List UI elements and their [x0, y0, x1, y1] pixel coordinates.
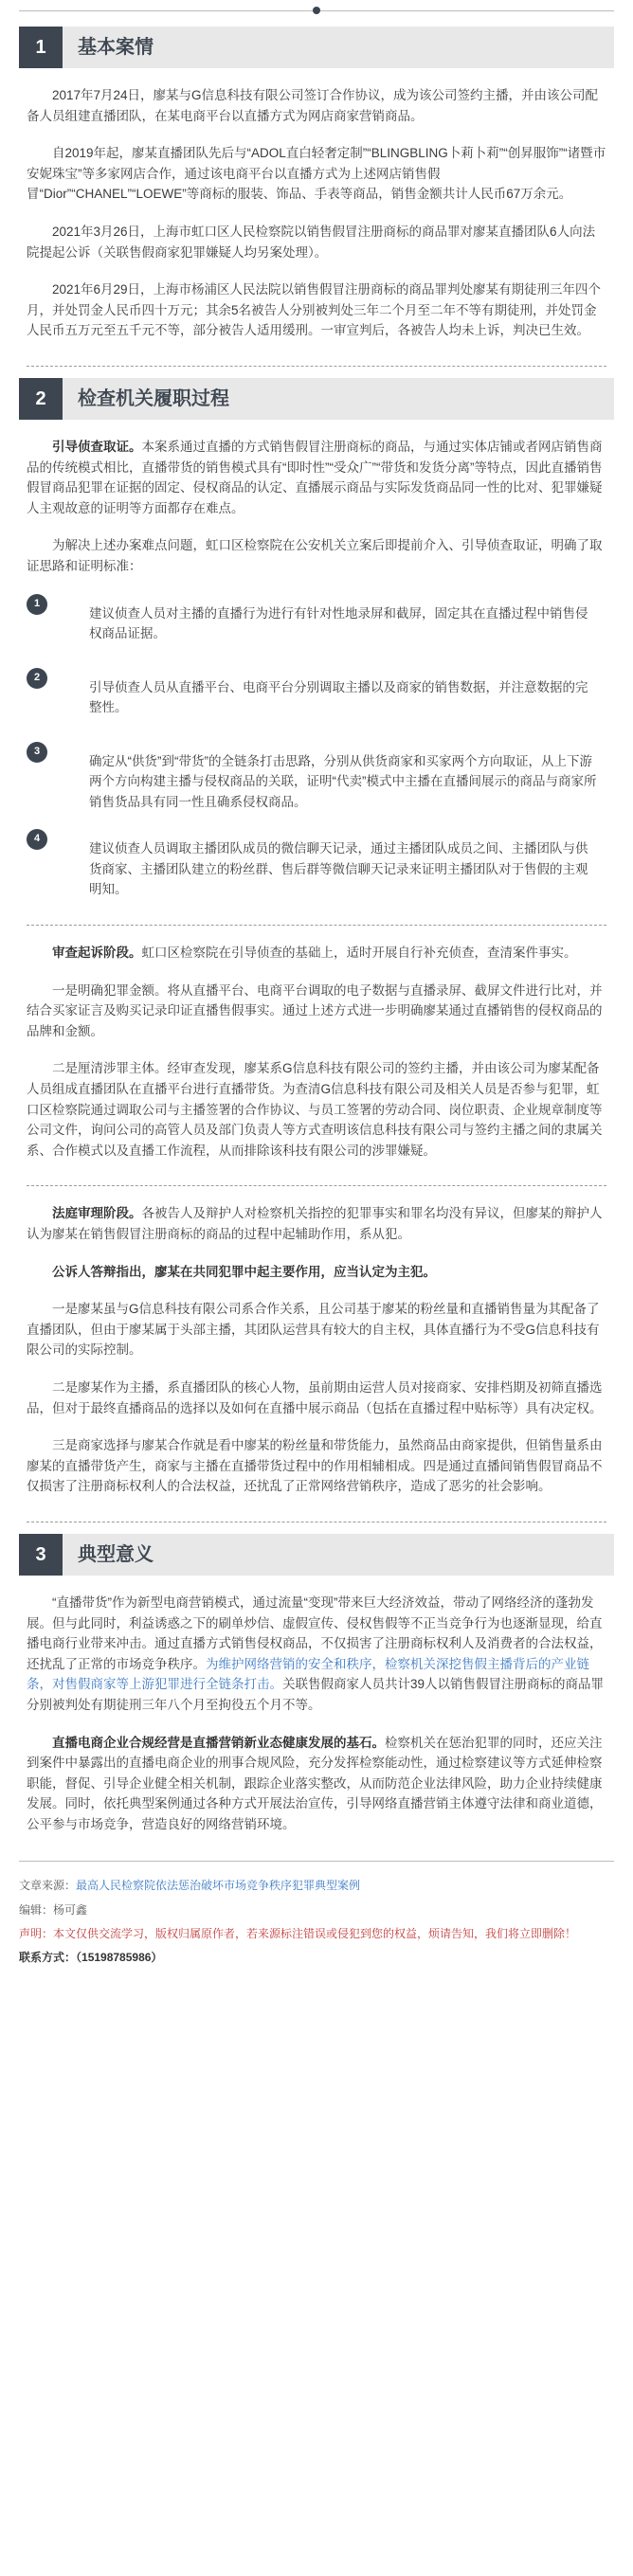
- stage-heading: 引导侦查取证。: [52, 439, 142, 454]
- paragraph: 自2019年起，廖某直播团队先后与“ADOL直白轻奢定制”“BLINGBLING卜莉卜莉”“创昇服饰”“诸暨市安妮珠宝”等多家网店合作，通过该电商平台以直播方式为上述网店销售假冒“Dior”“CHANEL”“LOEWE”等商标的服装、饰品、手表等商品，销售金额共计人民币67万余元。: [27, 146, 606, 202]
- paragraph: 二是廖某作为主播，系直播团队的核心人物，虽前期由运营人员对接商家、安排档期及初筛直播选品，但对于最终直播商品的选择以及如何在直播中展示商品（包括在直播过程中贴标等）具有决定权。: [27, 1379, 603, 1415]
- paragraph: [27, 1733, 606, 1835]
- editor-name: 杨可鑫: [53, 1902, 88, 1917]
- list-number-badge: 3: [27, 742, 47, 763]
- list-item: [27, 668, 606, 725]
- list-item: [27, 594, 606, 651]
- section-body-typical-significance: [0, 1593, 633, 1835]
- list-item-text: 引导侦查人员从直播平台、电商平台分别调取主播以及商家的销售数据，并注意数据的完整性。: [89, 679, 588, 715]
- bottom-spacer: [0, 1967, 633, 1986]
- dashed-divider: [27, 1185, 606, 1186]
- highlight-text: 为维护网络营销的安全和秩序，检察机关深挖售假主播背后的产业链条，对售假商家等上游犯罪进行全链条打击。: [27, 1656, 589, 1692]
- paragraph: 2021年3月26日，上海市虹口区人民检察院以销售假冒注册商标的商品罪对廖某直播团队6人向法院提起公诉（关联售假商家犯罪嫌疑人均另案处理）。: [27, 224, 596, 260]
- list-item-text: 建议侦查人员调取主播团队成员的微信聊天记录，通过主播团队成员之间、主播团队与供货商家、主播团队建立的粉丝群、售后群等微信聊天记录来证明主播团队对于售假的主观明知。: [89, 841, 588, 897]
- list-item-text: 建议侦查人员对主播的直播行为进行有针对性地录屏和截屏，固定其在直播过程中销售侵权商品证据。: [89, 605, 588, 641]
- list-item: [27, 829, 606, 900]
- section-number: 1: [19, 27, 63, 68]
- section-header-basic-facts: [19, 27, 614, 68]
- top-divider: [19, 6, 614, 15]
- source-link[interactable]: 最高人民检察院依法惩治破坏市场竞争秩序犯罪典型案例: [76, 1879, 361, 1893]
- paragraph-text: 各被告人及辩护人对检察机关指控的犯罪事实和罪名均没有异议，但廖某的辩护人认为廖某在销售假冒注册商标的商品的过程中起辅助作用，系从犯。: [27, 1206, 603, 1241]
- contact-line: [19, 1949, 614, 1967]
- divider-dot: [313, 7, 320, 14]
- contact-value: （15198785986）: [76, 1951, 163, 1965]
- paragraph: 二是厘清涉罪主体。经审查发现，廖某系G信息科技有限公司的签约主播，并由该公司为廖某配备人员组成直播团队在直播平台进行直播带货。为查清G信息科技有限公司及相关人员是否参与犯罪，虹口区检察院通过调取公司与主播签署的合作协议、与员工签署的劳动合同、岗位职责、企业规章制度等公司文件，询问公司的高管人员及部门负责人等方式查明该信息科技有限公司与签约主播之间的隶属关系、合作模式以及直播工作流程，从而排除该科技有限公司的涉罪嫌疑。: [27, 1061, 603, 1158]
- dashed-divider: [27, 925, 606, 926]
- key-point: 公诉人答辩指出，廖某在共同犯罪中起主要作用，应当认定为主犯。: [52, 1264, 436, 1279]
- editor-line: [19, 1901, 614, 1919]
- paragraph: 一是明确犯罪金额。将从直播平台、电商平台调取的电子数据与直播录屏、截屏文件进行比对，并结合买家证言及购买记录印证直播售假事实。通过上述方式进一步明确廖某通过直播销售的侵权商品的品牌和金额。: [27, 982, 603, 1038]
- emphasis-text: 直播电商企业合规经营是直播营销新业态健康发展的基石。: [52, 1735, 385, 1750]
- list-item-text: 确定从“供货”到“带货”的全链条打击思路，分别从供货商家和买家两个方向取证，从上下游两个方向构建主播与侵权商品的关联，证明“代卖”模式中主播在直播间展示的商品与商家所销售货品具有同一性且确系侵权商品。: [89, 753, 597, 809]
- paragraph: [27, 1593, 606, 1716]
- stage-heading: 审查起诉阶段。: [52, 946, 142, 961]
- section-header-procuratorial-process: [19, 378, 614, 420]
- paragraph: 为解决上述办案难点问题，虹口区检察院在公安机关立案后即提前介入、引导侦查取证，明确了取证思路和证明标准：: [27, 538, 603, 573]
- paragraph-text: 虹口区检察院在引导侦查的基础上，适时开展自行补充侦查，查清案件事实。: [141, 946, 577, 961]
- review-stage: [0, 943, 633, 1161]
- list-number-badge: 4: [27, 829, 47, 850]
- list-number-badge: 1: [27, 594, 47, 615]
- section-number: 2: [19, 378, 63, 420]
- list-item: [27, 742, 606, 813]
- stage-heading: 法庭审理阶段。: [52, 1206, 142, 1221]
- paragraph: 2017年7月24日，廖某与G信息科技有限公司签订合作协议，成为该公司签约主播，并由该公司配备人员组建直播团队，在某电商平台以直播方式为网店商家营销商品。: [27, 88, 599, 123]
- paragraph: 三是商家选择与廖某合作就是看中廖某的粉丝量和带货能力，虽然商品由商家提供，但销售量系由廖某的直播带货产生，商家与主播在直播带货过程中的作用相辅相成。四是通过直播间销售假冒商品不仅损害了注册商标权利人的合法权益，还扰乱了正常网络营销秩序，造成了恶劣的社会影响。: [27, 1438, 603, 1494]
- paragraph: 2021年6月29日，上海市杨浦区人民法院以销售假冒注册商标的商品罪判处廖某有期徒刑三年四个月，并处罚金人民币四十万元；其余5名被告人分别被判处三年二个月至二年不等有期徒刑，并处罚金人民币五万元至五千元不等，部分被告人适用缓刑。一审宣判后，各被告人均未上诉，判决已生效。: [27, 282, 602, 338]
- paragraph-text: 检察机关在惩治犯罪的同时，还应关注到案件中暴露出的直播电商企业的刑事合规风险，充分发挥检察能动性，通过检察建议等方式延伸检察职能，督促、引导企业健全相关机制，跟踪企业落实整改，从而防范企业法律风险，助力企业持续健康发展。同时，依托典型案例通过各种方式开展法治宣传，引导网络直播营销主体遵守法律和商业道德，公平参与市场竞争，营造良好的网络营销环境。: [27, 1735, 603, 1831]
- paragraph: [27, 943, 606, 964]
- paragraph-text: “直播带货”作为新型电商营销模式，通过流量“变现”带来巨大经济效益，带动了网络经济的蓬勃发展。但与此同时，利益诱惑之下的刷单炒信、虚假宣传、侵权售假等不正当竞争行为也逐渐显现，给直播电商行业带来冲击。通过直播方式销售侵权商品，不仅损害了注册商标权利人及消费者的合法权益，还扰乱了正常的市场竞争秩序。: [27, 1594, 603, 1671]
- editor-label: 编辑：: [19, 1902, 54, 1917]
- court-stage: [0, 1203, 633, 1497]
- dashed-divider: [27, 366, 606, 367]
- source-label: 文章来源：: [19, 1879, 77, 1893]
- copyright-statement: 声明：本文仅供交流学习，版权归属原作者，若来源标注错误或侵犯到您的权益，烦请告知，我们将立即删除！: [19, 1926, 577, 1940]
- section-title: 基本案情: [78, 37, 154, 58]
- paragraph-text: 本案系通过直播的方式销售假冒注册商标的商品，与通过实体店铺或者网店销售商品的传统模式相比，直播带货的销售模式具有“即时性”“受众广”“带货和发货分离”等特点，因此直播销售假冒商品犯罪在证据的固定、侵权商品的认定、直播展示商品与实际发货商品同一性的比对、犯罪嫌疑人主观故意的证明等方面都存在难点。: [27, 439, 603, 515]
- source-line: [19, 1877, 614, 1895]
- list-number-badge: 2: [27, 668, 47, 689]
- section-header-typical-significance: [19, 1534, 614, 1576]
- contact-label: 联系方式：: [19, 1951, 77, 1965]
- paragraph: [27, 1203, 606, 1244]
- section-number: 3: [19, 1534, 63, 1576]
- section-body-procuratorial-process: [0, 437, 633, 900]
- section-title: 典型意义: [78, 1543, 154, 1565]
- paragraph-text: 关联售假商家人员共计39人以销售假冒注册商标的商品罪分别被判处有期徒刑三年八个月至拘役五个月不等。: [27, 1677, 605, 1712]
- section-body-basic-facts: [0, 85, 633, 341]
- paragraph: 一是廖某虽与G信息科技有限公司系合作关系，且公司基于廖某的粉丝量和直播销售量为其配备了直播团队，但由于廖某属于头部主播，其团队运营具有较大的自主权，具体直播行为不受G信息科技有限公司的实际控制。: [27, 1302, 600, 1358]
- evidence-list: [27, 594, 606, 901]
- paragraph: [27, 437, 606, 518]
- article-footer: [0, 1862, 633, 1967]
- section-title: 检查机关履职过程: [78, 387, 229, 409]
